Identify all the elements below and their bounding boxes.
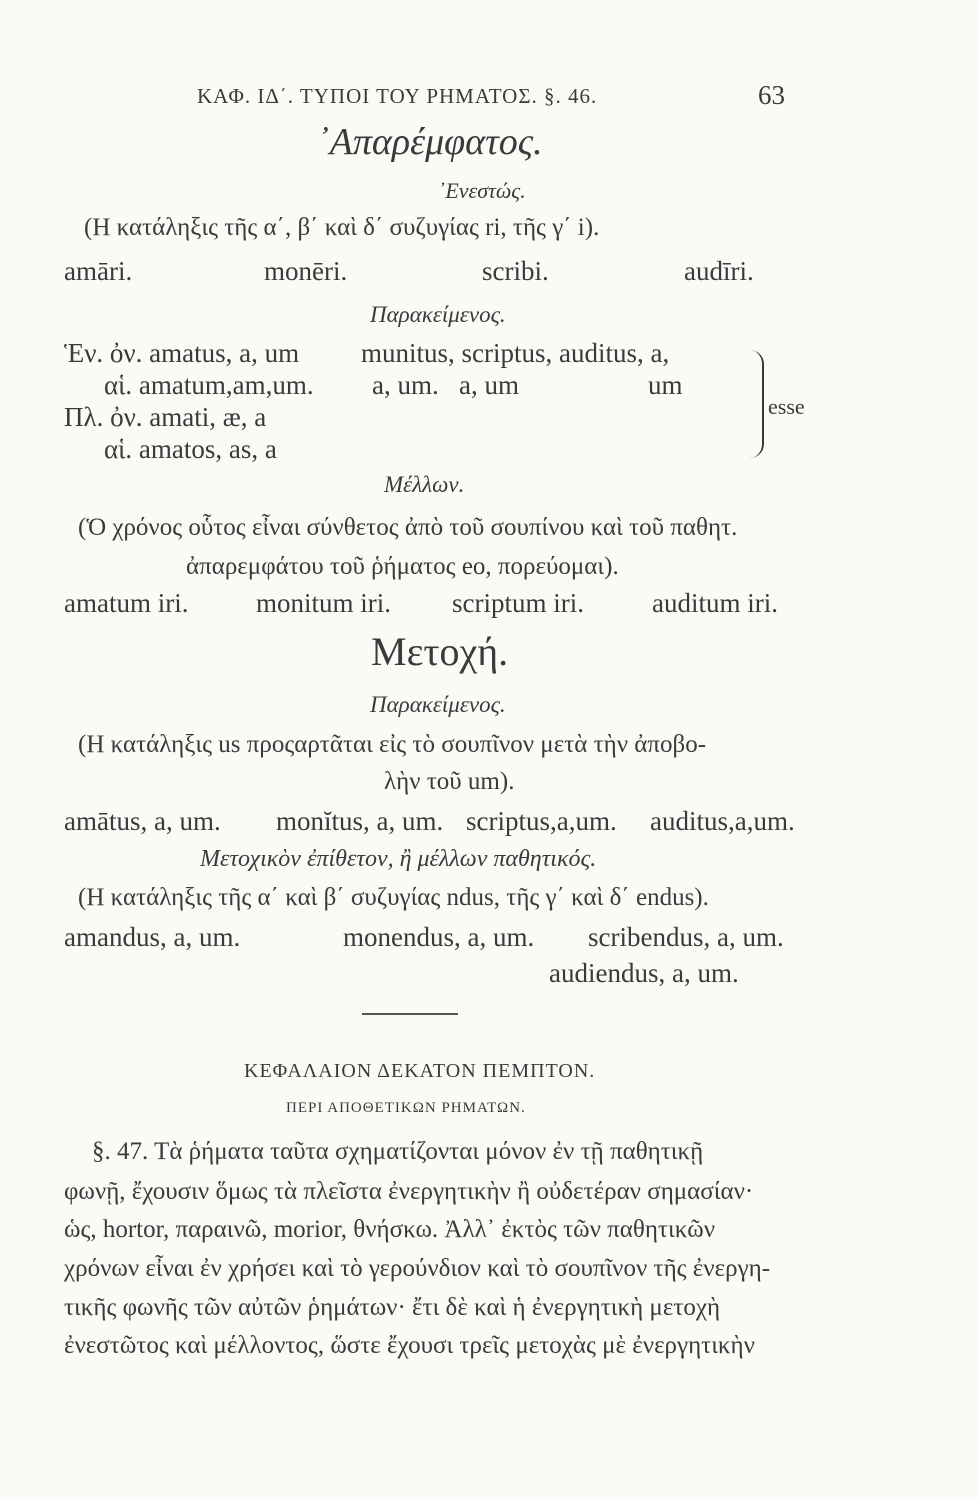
future-note-1: (Ὁ χρόνος οὗτος εἶναι σύνθετος ἀπὸ τοῦ σουπίνου καὶ τοῦ παθητ. (78, 514, 738, 541)
gerundive-form-1: amandus, a, um. (64, 922, 241, 952)
present-form-2: monēri. (264, 256, 348, 286)
paragraph-line-5: τικῆς φωνῆς τῶν αὐτῶν ῥημάτων· ἔτι δὲ καὶ ἡ ἐνεργητικὴ μετοχὴ (64, 1294, 721, 1321)
participle-perfect-note-1: (Η κατάληξις us προςαρτᾶται εἰς τὸ σουπῖνον μετὰ τὴν ἀποβο- (78, 731, 707, 758)
participle-form-3: scriptus,a,um. (466, 806, 617, 836)
perfect-row-1a: Ἑν. ὀν. amatus, a, um (64, 338, 300, 368)
paragraph-line-3: ὡς, hortor, παραινῶ, morior, θνήσκω. Ἀλλ᾿ ἐκτὸς τῶν παθητικῶν (64, 1216, 716, 1243)
perfect-row-1b: munitus, scriptus, auditus, a, (361, 338, 670, 368)
present-form-3: scribi. (482, 256, 549, 286)
perfect-label: Παρακείμενος. (370, 302, 506, 327)
future-form-3: scriptum iri. (452, 588, 584, 618)
perfect-row-4: αἱ. amatos, as, a (104, 434, 277, 464)
page-number: 63 (758, 80, 785, 110)
perfect-row-2a: αἱ. amatum,am,um. (104, 370, 314, 400)
participle-form-4: auditus,a,um. (650, 806, 795, 836)
present-form-1: amāri. (64, 256, 133, 286)
future-label: Μέλλων. (384, 472, 465, 497)
paragraph-line-4: χρόνων εἶναι ἐν χρήσει καὶ τὸ γερούνδιον καὶ τὸ σουπῖνον τῆς ἐνεργη- (64, 1255, 771, 1282)
future-note-2: ἀπαρεμφάτου τοῦ ῥήματος eo, πορεύομαι). (186, 553, 619, 580)
perfect-row-2b: a, um. a, um (372, 370, 519, 400)
perfect-row-3: Πλ. ὀν. amati, æ, a (64, 402, 267, 432)
gerundive-note: (Η κατάληξις τῆς α΄ καὶ β΄ συζυγίας ndus, τῆς γ΄ καὶ δ΄ endus). (78, 884, 709, 911)
section-divider (362, 1013, 458, 1015)
participle-form-2: monĭtus, a, um. (276, 806, 444, 836)
curly-brace (748, 350, 764, 458)
gerundive-form-2: monendus, a, um. (343, 922, 535, 952)
future-form-1: amatum iri. (64, 588, 189, 618)
gerundive-form-3: scribendus, a, um. (588, 922, 784, 952)
running-title: ΚΑΦ. ΙΔ΄. ΤΥΠΟΙ ΤΟΥ ΡΗΜΑΤΟΣ. §. 46. (197, 84, 598, 108)
chapter-subtitle: ΠΕΡΙ ΑΠΟΘΕΤΙΚΩΝ ΡΗΜΑΤΩΝ. (286, 1100, 526, 1116)
chapter-title: ΚΕΦΑΛΑΙΟΝ ΔΕΚΑΤΟΝ ΠΕΜΠΤΟΝ. (244, 1060, 596, 1082)
esse-label: esse (768, 394, 805, 419)
paragraph-line-6: ἐνεστῶτος καὶ μέλλοντος, ὥστε ἔχουσι τρεῖς μετοχὰς μὲ ἐνεργητικὴν (64, 1332, 755, 1359)
paragraph-line-2: φωνῇ, ἔχουσιν ὅμως τὰ πλεῖστα ἐνεργητικὴν ἢ οὐδετέραν σημασίαν· (64, 1178, 754, 1205)
present-form-4: audīri. (684, 256, 754, 286)
gerundive-label: Μετοχικὸν ἐπίθετον, ἢ μέλλων παθητικός. (200, 846, 597, 872)
future-form-4: auditum iri. (652, 588, 778, 618)
gerundive-form-4: audiendus, a, um. (549, 958, 739, 988)
present-label: ᾿Ενεστώς. (438, 178, 526, 203)
participle-heading: Μετοχή. (371, 629, 509, 674)
infinitive-heading: ᾿Απαρέμφατος. (317, 121, 543, 163)
present-note: (Η κατάληξις τῆς α΄, β΄ καὶ δ΄ συζυγίας ri, τῆς γ΄ i). (84, 214, 600, 241)
participle-perfect-note-2: λὴν τοῦ um). (384, 768, 515, 795)
paragraph-line-1: §. 47. Τὰ ῥήματα ταῦτα σχηματίζονται μόνον ἐν τῇ παθητικῇ (92, 1138, 704, 1165)
participle-perfect-label: Παρακείμενος. (370, 692, 506, 717)
participle-form-1: amātus, a, um. (64, 806, 221, 836)
perfect-row-2c: um (648, 370, 683, 400)
future-form-2: monitum iri. (256, 588, 391, 618)
